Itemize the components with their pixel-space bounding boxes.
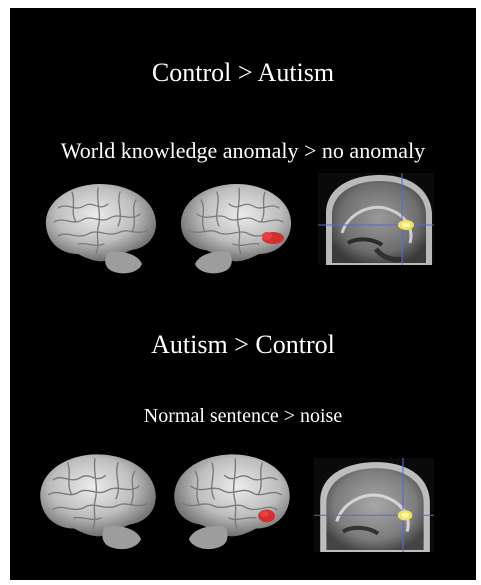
- condition-contrast-label-1: World knowledge anomaly > no anomaly: [60, 138, 426, 163]
- left-hemisphere-brain-render-1: [38, 178, 162, 278]
- sagittal-mri-slice-1: [318, 173, 434, 265]
- figure-panel: [10, 8, 476, 580]
- left-hemisphere-brain-render-2: [32, 448, 162, 554]
- activation-blob-2: [398, 510, 412, 520]
- activation-cluster-2: [258, 509, 275, 522]
- right-hemisphere-brain-render-1: [175, 178, 299, 278]
- group-contrast-title-1: Control > Autism: [151, 58, 335, 87]
- right-hemisphere-brain-render-2: [168, 448, 298, 554]
- group-contrast-title-2: Autism > Control: [151, 330, 335, 359]
- condition-contrast-label-2: Normal sentence > noise: [143, 405, 343, 427]
- sagittal-mri-slice-2: [314, 458, 434, 552]
- activation-blob-1: [398, 220, 414, 230]
- activation-cluster-1: [262, 232, 284, 244]
